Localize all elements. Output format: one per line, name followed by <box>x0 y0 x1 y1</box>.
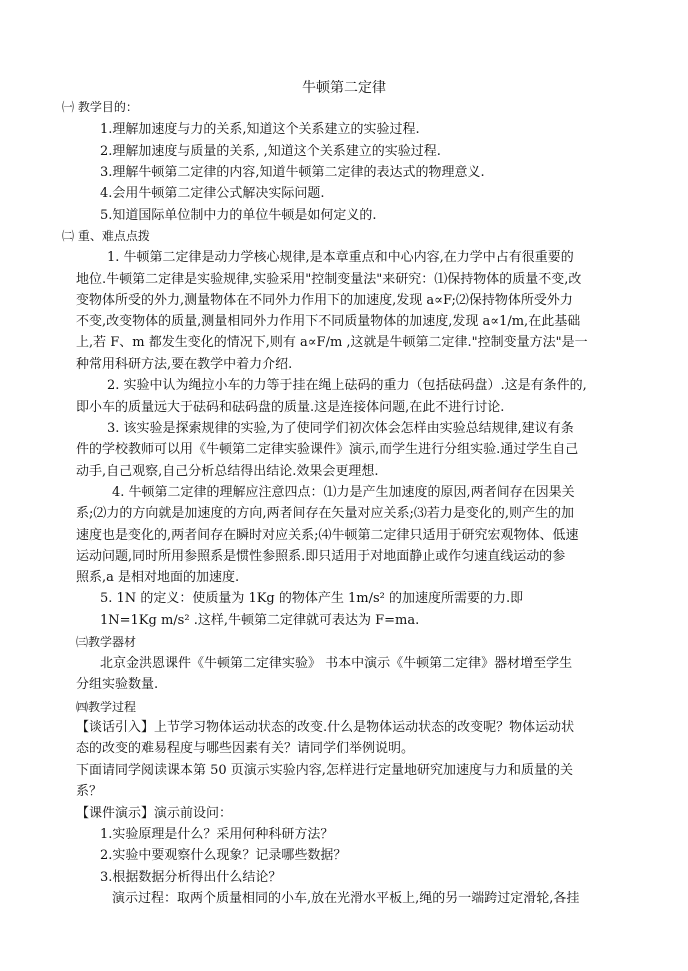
list-item: 2.实验中要观察什么现象？记录哪些数据？ <box>100 848 347 863</box>
paragraph-line: 照系,a 是相对地面的加速度. <box>76 570 240 585</box>
paragraph-line: 3. 该实验是探索规律的实验,为了使同学们初次体会怎样由实验总结规律,建议有条 <box>107 421 574 436</box>
paragraph-line: 运动问题,同时所用参照系是惯性参照系.即只适用于对地面静止或作匀速直线运动的参 <box>76 549 566 564</box>
paragraph-line: 5. 1N 的定义：使质量为 1Kg 的物体产生 1m/s² 的加速度所需要的力.即 <box>100 591 524 606</box>
paragraph-line: 上,若 F、m 都发生变化的情况下,则有 a∝F/m ,这就是牛顿第二定律."控制变量方法"是一 <box>76 335 588 350</box>
paragraph-line: 2. 实验中认为绳拉小车的力等于挂在绳上砝码的重力（包括砝码盘）.这是有条件的, <box>107 378 587 393</box>
objective-item: 1.理解加速度与力的关系,知道这个关系建立的实验过程. <box>100 122 420 137</box>
objective-item: 4.会用牛顿第二定律公式解决实际问题. <box>100 186 325 201</box>
paragraph-line: 系;⑵力的方向就是加速度的方向,两者间存在矢量对应关系;⑶若力是变化的,则产生的加 <box>76 506 575 521</box>
list-item: 3.根据数据分析得出什么结论？ <box>100 870 282 885</box>
paragraph-line: 4. 牛顿第二定律的理解应注意四点：⑴力是产生加速度的原因,两者间存在因果关 <box>112 485 575 500</box>
objective-item: 5.知道国际单位制中力的单位牛顿是如何定义的. <box>100 208 377 223</box>
paragraph-line: 1. 牛顿第二定律是动力学核心规律,是本章重点和中心内容,在力学中占有很重要的 <box>107 250 574 265</box>
paragraph-line: 态的改变的难易程度与哪些因素有关？请同学们举例说明。 <box>76 741 415 756</box>
paragraph-line: 变物体所受的外力,测量物体在不同外力作用下的加速度,发现 a∝F;⑵保持物体所受外力 <box>76 293 573 308</box>
paragraph-line: 系？ <box>76 784 103 799</box>
document-title: 牛顿第二定律 <box>302 80 386 96</box>
paragraph-line: 【课件演示】演示前设问： <box>76 806 233 821</box>
section-heading-process: ㈣教学过程 <box>76 700 137 714</box>
paragraph-line: 【谈话引入】上节学习物体运动状态的改变.什么是物体运动状态的改变呢？物体运动状 <box>76 720 575 735</box>
list-item: 1.实验原理是什么？采用何种科研方法？ <box>100 827 334 842</box>
paragraph-line: 种常用科研方法,要在教学中着力介绍. <box>76 357 293 372</box>
section-heading-key-points: ㈡ 重、难点点拨 <box>62 229 150 243</box>
paragraph-line: 即小车的质量远大于砝码和砝码盘的质量.这是连接体问题,在此不进行讨论. <box>76 400 505 415</box>
paragraph-line: 1N=1Kg m/s² .这样,牛顿第二定律就可表达为 F=ma. <box>100 613 420 628</box>
objective-item: 2.理解加速度与质量的关系, ,知道这个关系建立的实验过程. <box>100 144 441 159</box>
paragraph-line: 地位.牛顿第二定律是实验规律,实验采用"控制变量法"来研究：⑴保持物体的质量不变,改 <box>76 272 582 287</box>
paragraph-line: 北京金洪恩课件《牛顿第二定律实验》 书本中演示《牛顿第二定律》器材增至学生 <box>100 656 573 671</box>
paragraph-line: 演示过程：取两个质量相同的小车,放在光滑水平板上,绳的另一端跨过定滑轮,各挂 <box>112 891 580 906</box>
objective-item: 3.理解牛顿第二定律的内容,知道牛顿第二定律的表达式的物理意义. <box>100 165 485 180</box>
paragraph-line: 速度也是变化的,两者间存在瞬时对应关系;⑷牛顿第二定律只适用于研究宏观物体、低速 <box>76 528 579 543</box>
section-heading-objectives: ㈠ 教学目的： <box>62 100 138 114</box>
paragraph-line: 动手,自己观察,自己分析总结得出结论.效果会更理想. <box>76 464 379 479</box>
paragraph-line: 件的学校教师可以用《牛顿第二定律实验课件》演示,而学生进行分组实验.通过学生自己 <box>76 442 579 457</box>
paragraph-line: 下面请同学阅读课本第 50 页演示实验内容,怎样进行定量地研究加速度与力和质量的关 <box>76 763 573 778</box>
paragraph-line: 不变,改变物体的质量,测量相同外力作用下不同质量物体的加速度,发现 a∝1/m,在此基础 <box>76 314 581 329</box>
section-heading-equipment: ㈢教学器材 <box>76 635 137 649</box>
paragraph-line: 分组实验数量. <box>76 677 159 692</box>
